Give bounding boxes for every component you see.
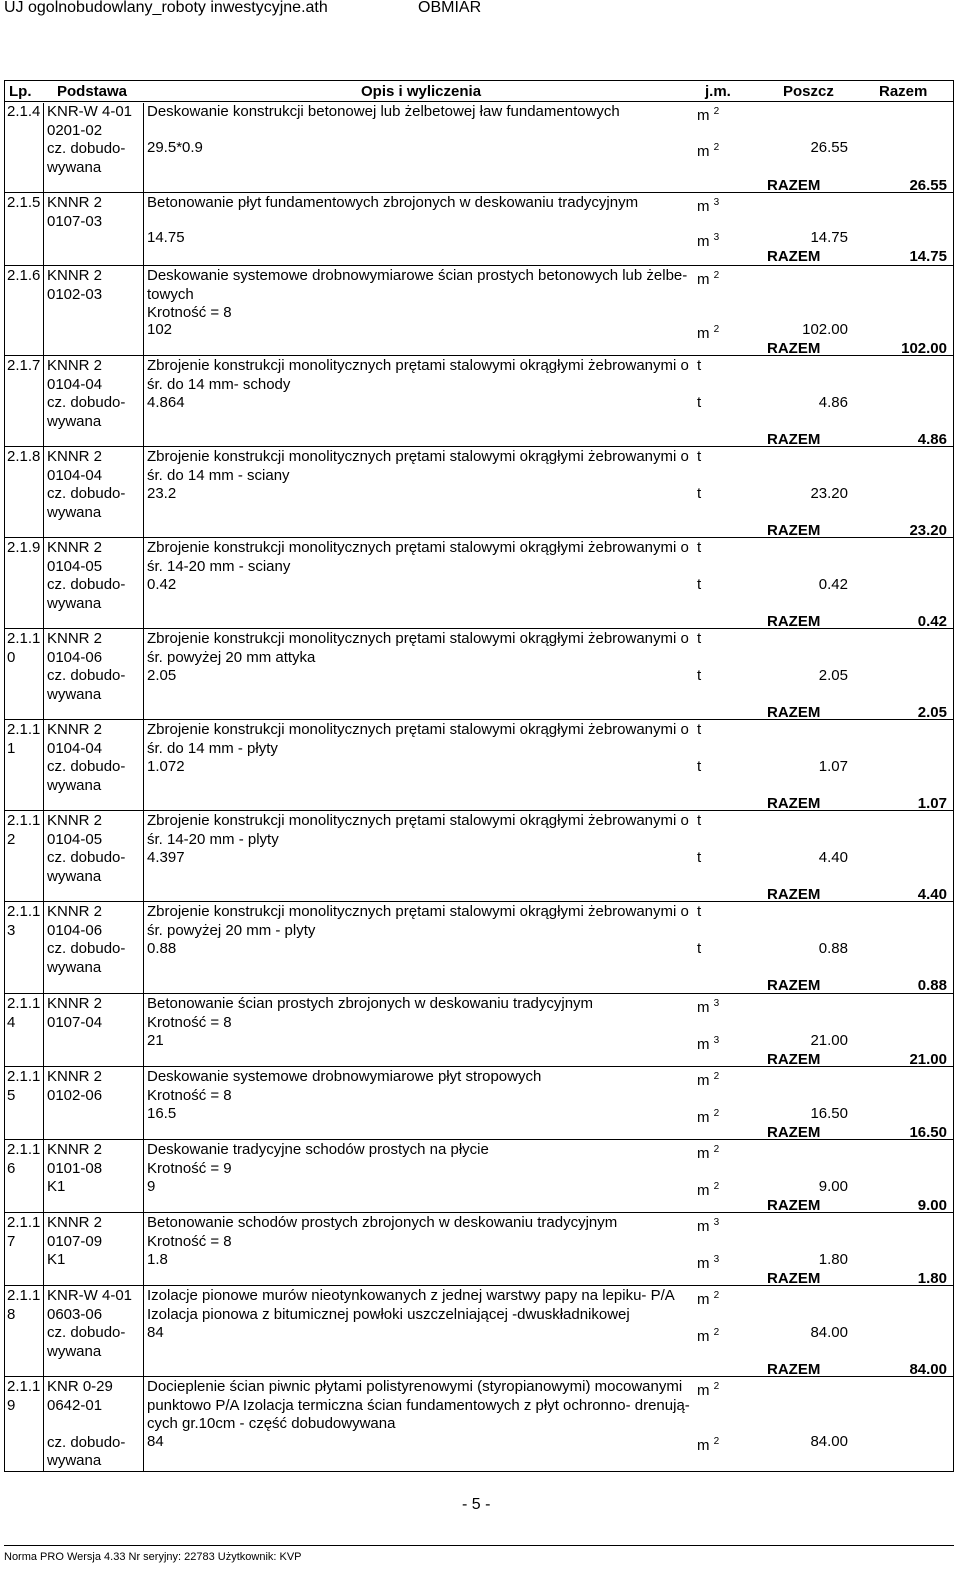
column-header-opis: Opis i wyliczenia	[361, 83, 482, 100]
row-calculation-unit: t	[697, 394, 702, 411]
row-jm: m $^3$	[697, 197, 720, 215]
row-divider	[5, 901, 953, 902]
row-calculation-unit: m $^2$	[697, 1327, 720, 1345]
column-header-poszcz: Poszcz	[783, 83, 834, 100]
row-calculation: 23.2	[147, 485, 177, 502]
razem-value: 4.40	[917, 886, 947, 903]
row-calculation: 0.88	[147, 940, 177, 957]
razem-label: RAZEM	[767, 431, 821, 448]
row-jm: t	[697, 903, 702, 920]
row-calculation: 29.5*0.9	[147, 139, 203, 156]
row-lp: 2.1.1 3	[7, 903, 41, 939]
row-divider	[5, 192, 953, 193]
row-poszcz: 1.80	[818, 1251, 848, 1268]
row-divider	[5, 1376, 953, 1377]
row-divider	[5, 993, 953, 994]
razem-label: RAZEM	[767, 1051, 821, 1068]
razem-label: RAZEM	[767, 522, 821, 539]
row-poszcz: 0.88	[818, 940, 848, 957]
row-divider	[5, 719, 953, 720]
row-opis: Zbrojenie konstrukcji monolitycznych prętami stalowymi okrągłymi żebrowanymi o śr. powyżej 20 mm attyka	[147, 630, 689, 666]
row-podstawa: KNNR 2 0102-06	[47, 1068, 103, 1104]
row-divider	[5, 810, 953, 811]
row-divider	[5, 1285, 953, 1286]
row-divider	[5, 265, 953, 266]
row-calculation-unit: m $^2$	[697, 1181, 720, 1199]
row-opis: Betonowanie ścian prostych zbrojonych w deskowaniu tradycyjnym Krotność = 8	[147, 995, 594, 1031]
row-lp: 2.1.1 8	[7, 1287, 41, 1323]
row-lp: 2.1.5	[7, 194, 41, 211]
column-header-razem: Razem	[879, 83, 928, 100]
row-podstawa: KNR-W 4-01 0201-02 cz. dobudo- wywana	[47, 103, 133, 176]
row-opis: Zbrojenie konstrukcji monolitycznych prętami stalowymi okrągłymi żebrowanymi o śr. do 14 mm - sciany	[147, 448, 689, 484]
row-lp: 2.1.6	[7, 267, 41, 284]
row-calculation: 4.397	[147, 849, 185, 866]
row-divider	[5, 1066, 953, 1067]
footer-divider	[4, 1545, 954, 1546]
row-calculation-unit: t	[697, 758, 702, 775]
razem-value: 21.00	[909, 1051, 947, 1068]
razem-label: RAZEM	[767, 1361, 821, 1378]
row-jm: m $^2$	[697, 1381, 720, 1399]
razem-value: 0.42	[917, 613, 947, 630]
razem-label: RAZEM	[767, 1270, 821, 1287]
row-jm: t	[697, 539, 702, 556]
row-poszcz: 2.05	[818, 667, 848, 684]
row-opis: Zbrojenie konstrukcji monolitycznych prętami stalowymi okrągłymi żebrowanymi o śr. powyżej 20 mm - plyty	[147, 903, 689, 939]
row-jm: m $^3$	[697, 998, 720, 1016]
row-opis: Zbrojenie konstrukcji monolitycznych prętami stalowymi okrągłymi żebrowanymi o śr. do 14 mm - płyty	[147, 721, 689, 757]
row-podstawa: KNR 0-29 0642-01 cz. dobudo- wywana	[47, 1378, 126, 1469]
row-lp: 2.1.1 9	[7, 1378, 41, 1414]
row-poszcz: 16.50	[810, 1105, 848, 1122]
row-calculation-unit: t	[697, 485, 702, 502]
row-calculation: 16.5	[147, 1105, 177, 1122]
razem-value: 84.00	[909, 1361, 947, 1378]
row-poszcz: 4.86	[818, 394, 848, 411]
razem-label: RAZEM	[767, 704, 821, 721]
row-jm: t	[697, 721, 702, 738]
razem-label: RAZEM	[767, 340, 821, 357]
row-jm: m $^2$	[697, 1290, 720, 1308]
row-calculation-unit: m $^2$	[697, 324, 720, 342]
column-header-jm: j.m.	[705, 83, 731, 100]
row-opis: Zbrojenie konstrukcji monolitycznych prętami stalowymi okrągłymi żebrowanymi o śr. do 14 mm- schody	[147, 357, 689, 393]
row-lp: 2.1.1 1	[7, 721, 41, 757]
row-podstawa: KNNR 2 0104-04 cz. dobudo- wywana	[47, 357, 126, 430]
row-divider	[5, 446, 953, 447]
row-poszcz: 14.75	[810, 229, 848, 246]
row-opis: Deskowanie tradycyjne schodów prostych na płycie Krotność = 9	[147, 1141, 489, 1177]
row-calculation-unit: t	[697, 667, 702, 684]
row-jm: m $^2$	[697, 1071, 720, 1089]
row-opis: Docieplenie ścian piwnic płytami polistyrenowymi (styropianowymi) mocowanymi punktowo P/A Izolacja termiczna ścian fundamentowych z płyt ochronno- drenują- cych gr.10cm - część dobudowywana	[147, 1378, 690, 1432]
razem-label: RAZEM	[767, 1124, 821, 1141]
row-podstawa: KNNR 2 0101-08 K1	[47, 1141, 103, 1195]
row-poszcz: 1.07	[818, 758, 848, 775]
row-lp: 2.1.1 5	[7, 1068, 41, 1104]
row-opis: Zbrojenie konstrukcji monolitycznych prętami stalowymi okrągłymi żebrowanymi o śr. 14-20 mm - plyty	[147, 812, 689, 848]
razem-label: RAZEM	[767, 248, 821, 265]
razem-value: 4.86	[917, 431, 947, 448]
row-divider	[5, 537, 953, 538]
row-jm: m $^2$	[697, 270, 720, 288]
document-title: OBMIAR	[418, 0, 482, 16]
razem-label: RAZEM	[767, 886, 821, 903]
row-poszcz: 21.00	[810, 1032, 848, 1049]
row-opis: Betonowanie płyt fundamentowych zbrojonych w deskowaniu tradycyjnym	[147, 194, 639, 211]
row-calculation-unit: t	[697, 940, 702, 957]
razem-value: 1.07	[917, 795, 947, 812]
row-calculation-unit: m $^3$	[697, 1254, 720, 1272]
row-calculation: 84	[147, 1433, 164, 1450]
row-calculation: 0.42	[147, 576, 177, 593]
row-podstawa: KNNR 2 0107-03	[47, 194, 103, 230]
razem-value: 16.50	[909, 1124, 947, 1141]
row-lp: 2.1.1 2	[7, 812, 41, 848]
row-poszcz: 4.40	[818, 849, 848, 866]
razem-value: 9.00	[917, 1197, 947, 1214]
measurement-table	[4, 80, 954, 1472]
row-lp: 2.1.4	[7, 103, 41, 120]
row-opis: Betonowanie schodów prostych zbrojonych w deskowaniu tradycyjnym Krotność = 8	[147, 1214, 618, 1250]
row-jm: t	[697, 448, 702, 465]
razem-value: 26.55	[909, 177, 947, 194]
razem-value: 23.20	[909, 522, 947, 539]
razem-value: 14.75	[909, 248, 947, 265]
row-opis: Deskowanie systemowe drobnowymiarowe ścian prostych betonowych lub żelbe- towych Krotność = 8	[147, 267, 688, 321]
page-number: - 5 -	[462, 1496, 491, 1513]
row-poszcz: 84.00	[810, 1324, 848, 1341]
row-lp: 2.1.9	[7, 539, 41, 556]
row-lp: 2.1.7	[7, 357, 41, 374]
row-lp: 2.1.1 6	[7, 1141, 41, 1177]
row-poszcz: 84.00	[810, 1433, 848, 1450]
row-poszcz: 9.00	[818, 1178, 848, 1195]
row-jm: m $^3$	[697, 1217, 720, 1235]
row-poszcz: 0.42	[818, 576, 848, 593]
row-opis: Zbrojenie konstrukcji monolitycznych prętami stalowymi okrągłymi żebrowanymi o śr. 14-20 mm - sciany	[147, 539, 689, 575]
row-calculation-unit: m $^2$	[697, 1436, 720, 1454]
row-calculation: 2.05	[147, 667, 177, 684]
row-lp: 2.1.1 7	[7, 1214, 41, 1250]
row-jm: t	[697, 630, 702, 647]
row-jm: m $^2$	[697, 1144, 720, 1162]
row-podstawa: KNNR 2 0104-05 cz. dobudo- wywana	[47, 812, 126, 885]
header-divider	[5, 101, 953, 102]
row-calculation-unit: m $^3$	[697, 232, 720, 250]
razem-value: 2.05	[917, 704, 947, 721]
row-divider	[5, 355, 953, 356]
document-file-name: UJ ogolnobudowlany_roboty inwestycyjne.ath	[4, 0, 328, 16]
row-jm: m $^2$	[697, 106, 720, 124]
razem-label: RAZEM	[767, 1197, 821, 1214]
razem-value: 102.00	[901, 340, 947, 357]
razem-label: RAZEM	[767, 613, 821, 630]
row-divider	[5, 1212, 953, 1213]
footer-text: Norma PRO Wersja 4.33 Nr seryjny: 22783 Użytkownik: KVP	[4, 1551, 302, 1563]
row-podstawa: KNNR 2 0104-04 cz. dobudo- wywana	[47, 721, 126, 794]
row-calculation: 102	[147, 321, 173, 338]
row-opis: Izolacje pionowe murów nieotynkowanych z jednej warstwy papy na lepiku- P/A Izolacja pionowa z bitumicznej powłoki uszczelniającej -dwuskładnikowej	[147, 1287, 675, 1323]
row-lp: 2.1.1 4	[7, 995, 41, 1031]
row-opis: Deskowanie systemowe drobnowymiarowe płyt stropowych Krotność = 8	[147, 1068, 542, 1104]
column-header-lp: Lp.	[9, 83, 32, 100]
razem-value: 1.80	[917, 1270, 947, 1287]
row-calculation-unit: m $^2$	[697, 1108, 720, 1126]
row-podstawa: KNNR 2 0102-03	[47, 267, 103, 303]
row-podstawa: KNR-W 4-01 0603-06 cz. dobudo- wywana	[47, 1287, 133, 1360]
row-calculation: 4.864	[147, 394, 185, 411]
row-calculation: 1.8	[147, 1251, 168, 1268]
row-lp: 2.1.8	[7, 448, 41, 465]
row-calculation: 9	[147, 1178, 156, 1195]
row-poszcz: 23.20	[810, 485, 848, 502]
row-jm: t	[697, 812, 702, 829]
row-podstawa: KNNR 2 0104-06 cz. dobudo- wywana	[47, 630, 126, 703]
row-podstawa: KNNR 2 0107-09 K1	[47, 1214, 103, 1268]
row-podstawa: KNNR 2 0104-04 cz. dobudo- wywana	[47, 448, 126, 521]
row-calculation: 21	[147, 1032, 164, 1049]
row-podstawa: KNNR 2 0104-06 cz. dobudo- wywana	[47, 903, 126, 976]
row-calculation-unit: t	[697, 576, 702, 593]
row-calculation-unit: m $^3$	[697, 1035, 720, 1053]
row-lp: 2.1.1 0	[7, 630, 41, 666]
razem-label: RAZEM	[767, 177, 821, 194]
row-podstawa: KNNR 2 0107-04	[47, 995, 103, 1031]
row-jm: t	[697, 357, 702, 374]
razem-label: RAZEM	[767, 795, 821, 812]
row-calculation-unit: t	[697, 849, 702, 866]
row-calculation: 14.75	[147, 229, 185, 246]
row-divider	[5, 628, 953, 629]
column-header-podstawa: Podstawa	[57, 83, 128, 100]
row-calculation: 84	[147, 1324, 164, 1341]
row-calculation-unit: m $^2$	[697, 142, 720, 160]
row-poszcz: 102.00	[802, 321, 848, 338]
row-podstawa: KNNR 2 0104-05 cz. dobudo- wywana	[47, 539, 126, 612]
row-poszcz: 26.55	[810, 139, 848, 156]
row-divider	[5, 1139, 953, 1140]
razem-label: RAZEM	[767, 977, 821, 994]
razem-value: 0.88	[917, 977, 947, 994]
row-calculation: 1.072	[147, 758, 185, 775]
row-opis: Deskowanie konstrukcji betonowej lub żelbetowej ław fundamentowych	[147, 103, 620, 120]
